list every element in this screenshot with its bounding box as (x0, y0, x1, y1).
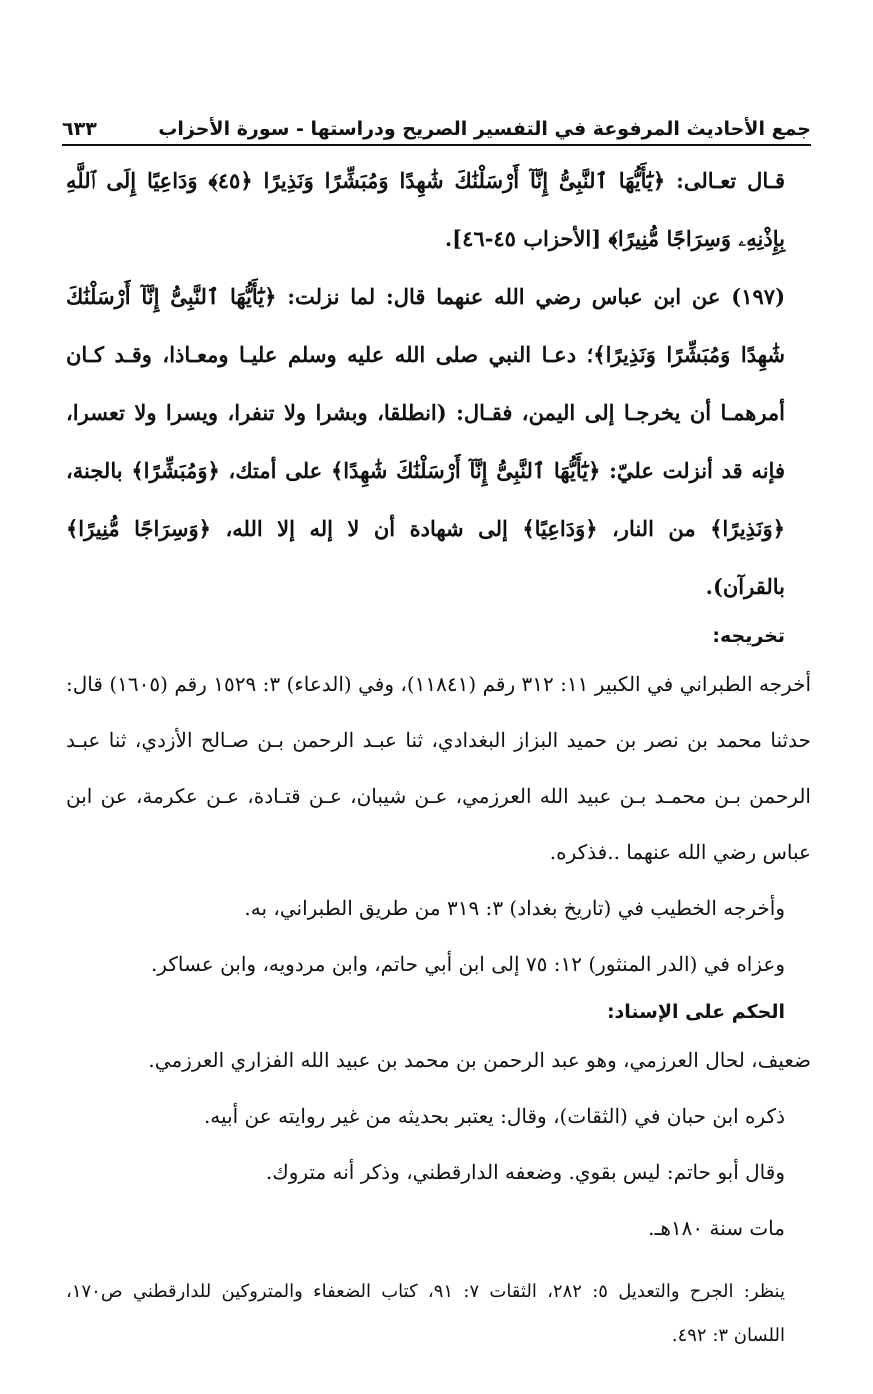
hukm-heading: الحكم على الإسناد: (606, 1001, 785, 1023)
hadith-text: (١٩٧) عن ابن عباس رضي الله عنهما قال: لما نزلت: ﴿يَٰٓأَيُّهَا ٱلنَّبِىُّ إِنَّآ أَرْسَلْنَٰكَ شَٰهِدًا وَمُبَشِّرًا وَنَذِيرًا﴾؛ دعـا النبي صلى الله عليه وسلم عليـا ومعـاذا، وقـد كـان أمرهمـا أن يخرجـا إلى اليمن، فقـال: (انطلقا، وبشرا ولا تنفرا، ويسرا ولا تعسرا، فإنه قد أنزلت عليّ: ﴿يَٰٓأَيُّهَا ٱلنَّبِىُّ إِنَّآ أَرْسَلْنَٰكَ شَٰهِدًا﴾ على أمتك، ﴿وَمُبَشِّرًا﴾ بالجنة، ﴿وَنَذِيرًا﴾ من النار، ﴿وَدَاعِيًا﴾ إلى شهادة أن لا إله إلا الله، ﴿وَسِرَاجًا مُّنِيرًا﴾ بالقرآن). (66, 284, 785, 599)
takhrij-paragraph-1: أخرجه الطبراني في الكبير ١١: ٣١٢ رقم (١١٨٤١)، وفي (الدعاء) ٣: ١٥٢٩ رقم (١٦٠٥) قال: حدثنا محمد بن نصر بن حميد البزاز البغدادي، ثنا عبـد الرحمن بـن صـالح الأزدي، ثنا عبـد الرحمن بـن محمـد بـن عبيد الله العرزمي، عـن شيبان، عـن قتـادة، عـن عكرمة، عن ابن عباس رضي الله عنهما ..فذكره. (66, 672, 812, 864)
hukm-paragraph-3: وقال أبو حاتم: ليس بقوي. وضعفه الدارقطني، وذكر أنه متروك. (265, 1160, 785, 1184)
takhrij-paragraph-3: وعزاه في (الدر المنثور) ١٢: ٧٥ إلى ابن أبي حاتم، وابن مردويه، وابن عساكر. (150, 952, 785, 976)
takhrij-heading: تخريجه: (712, 625, 785, 647)
hukm-paragraph-2: ذكره ابن حبان في (الثقات)، وقال: يعتبر بحديثه من غير روايته عن أبيه. (203, 1104, 785, 1128)
footnote: ينظر: الجرح والتعديل ٥: ٢٨٢، الثقات ٧: ٩١، كتاب الضعفاء والمتروكين للدارقطني ص١٧٠، اللسان ٣: ٤٩٢. (66, 1281, 785, 1346)
page-body (66, 152, 811, 1358)
verse-intro: قـال تعـالى: ﴿يَٰٓأَيُّهَا ٱلنَّبِىُّ إِنَّآ أَرْسَلْنَٰكَ شَٰهِدًا وَمُبَشِّرًا وَنَذِيرًا ﴿٤٥﴾ وَدَاعِيًا إِلَى ٱللَّهِ بِإِذْنِهِۦ وَسِرَاجًا مُّنِيرًا﴾ [الأحزاب ٤٥-٤٦]. (66, 168, 785, 251)
running-header (62, 110, 811, 146)
hukm-paragraph-1: ضعيف، لحال العرزمي، وهو عبد الرحمن بن محمد بن عبيد الله الفزاري العرزمي. (148, 1048, 811, 1072)
header-title: جمع الأحاديث المرفوعة في التفسير الصريح ودراستها - سورة الأحزاب (158, 118, 811, 140)
takhrij-paragraph-2: وأخرجه الخطيب في (تاريخ بغداد) ٣: ٣١٩ من طريق الطبراني، به. (244, 896, 785, 920)
hukm-paragraph-4: مات سنة ١٨٠هـ. (648, 1216, 785, 1240)
page-number: ٦٣٣ (62, 118, 97, 140)
